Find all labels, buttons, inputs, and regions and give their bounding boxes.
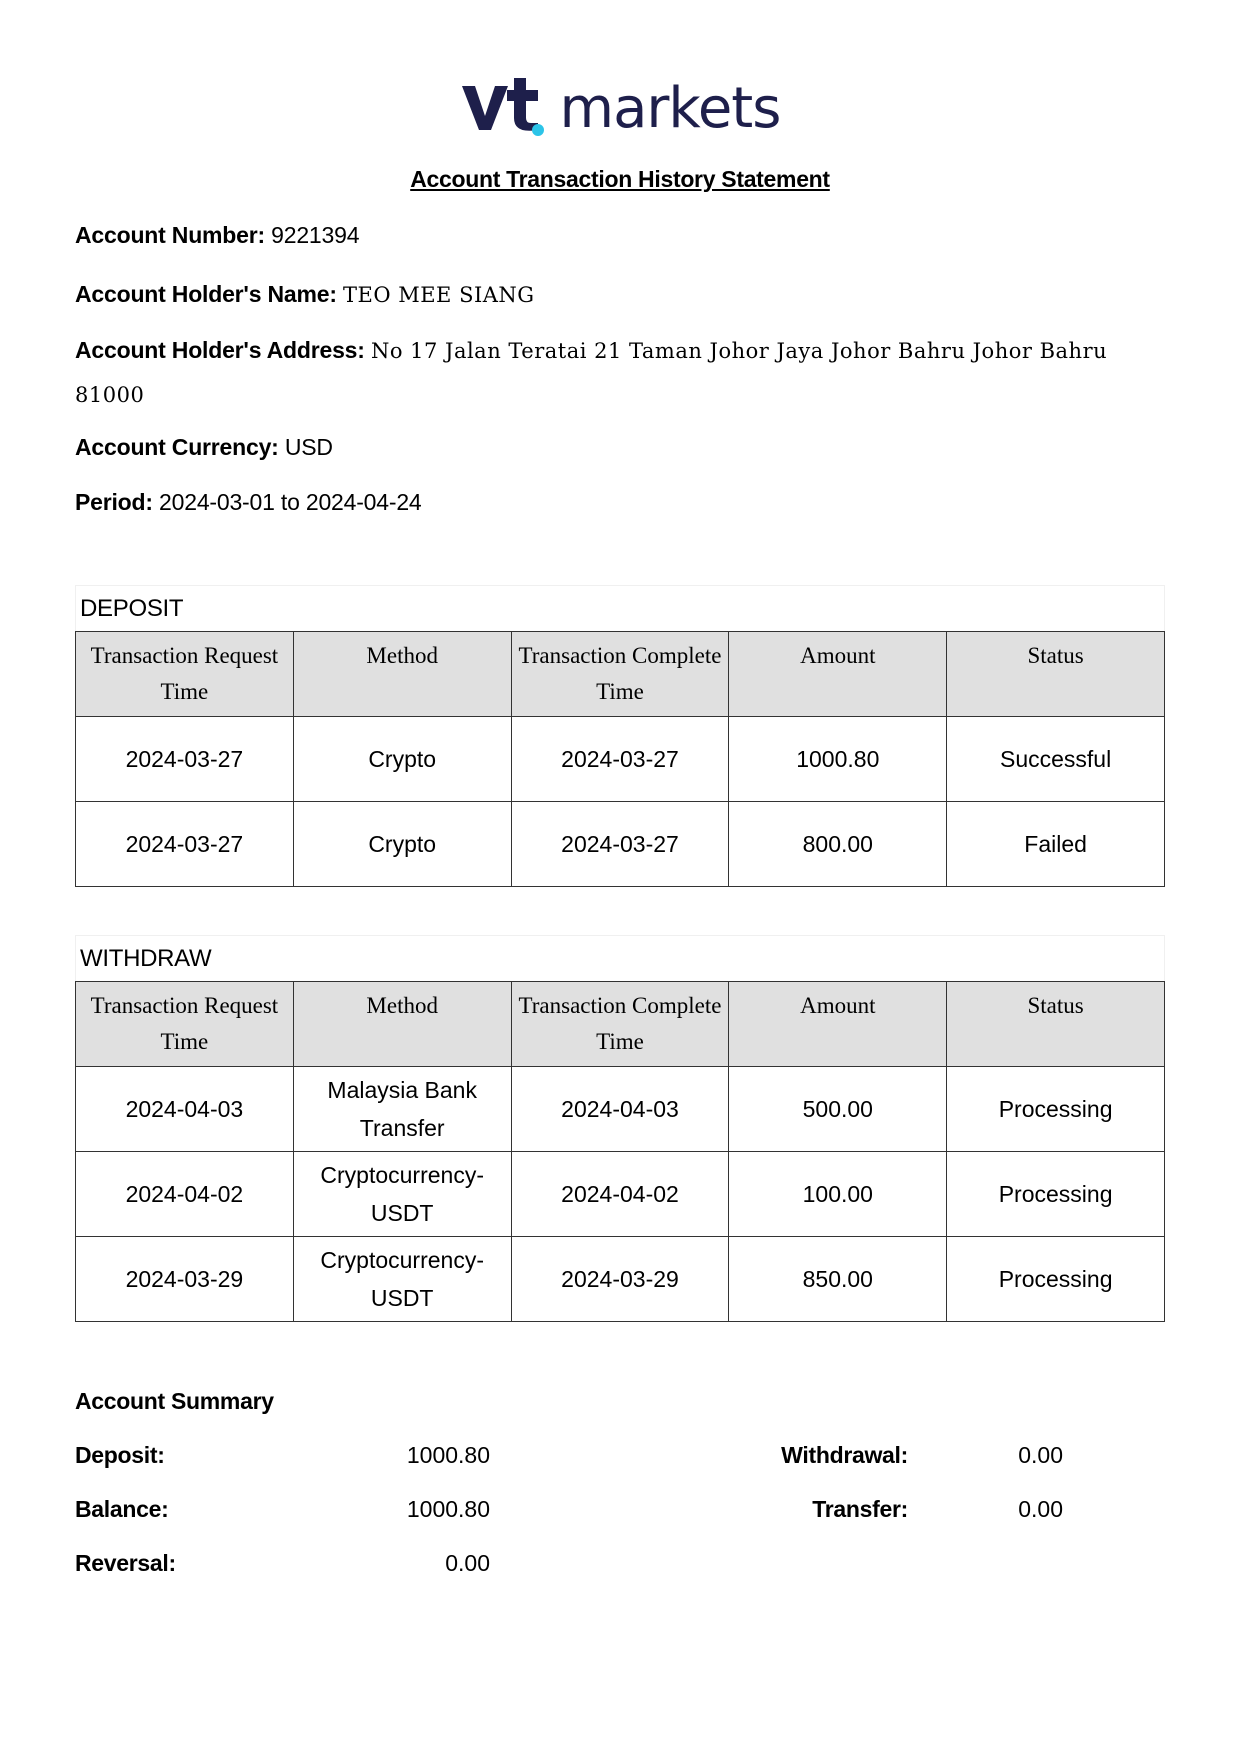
amount-cell: 100.00 (729, 1152, 947, 1237)
period-value: 2024-03-01 to 2024-04-24 (159, 489, 422, 515)
summary-withdrawal-label: Withdrawal: (781, 1442, 908, 1468)
summary-balance-value: 1000.80 (406, 1496, 490, 1522)
table-header-row (76, 982, 1165, 1067)
summary-reversal-value: 0.00 (445, 1550, 490, 1576)
account-currency-label: Account Currency: (75, 434, 279, 460)
status-cell: Failed (947, 802, 1165, 887)
column-header: Status (947, 632, 1165, 717)
column-header: Transaction Complete Time (511, 982, 729, 1067)
status-cell: Processing (947, 1237, 1165, 1322)
request-time-cell: 2024-04-02 (76, 1152, 294, 1237)
complete-time-cell: 2024-03-27 (511, 717, 729, 802)
summary-transfer-label: Transfer: (812, 1496, 908, 1522)
account-holder-name-label: Account Holder's Name: (75, 281, 337, 307)
table-row (76, 1067, 1165, 1152)
account-holder-address-row (75, 329, 1165, 417)
deposit-section (75, 585, 1165, 887)
account-holder-name-value: TEO MEE SIANG (343, 283, 535, 307)
account-number-value: 9221394 (271, 222, 360, 248)
complete-time-cell: 2024-03-29 (511, 1237, 729, 1322)
request-time-cell: 2024-03-29 (76, 1237, 294, 1322)
method-cell: Cryptocurrency-USDT (293, 1237, 511, 1322)
table-row (76, 1152, 1165, 1237)
company-logo (0, 74, 1240, 144)
column-header: Transaction Request Time (76, 982, 294, 1067)
account-holder-address-value: No 17 Jalan Teratai 21 Taman Johor Jaya Johor Bahru Johor Bahru 81000 (75, 339, 1108, 407)
logo-wordmark: markets (559, 76, 781, 141)
summary-withdrawal-value: 0.00 (1018, 1442, 1063, 1468)
method-cell: Crypto (293, 717, 511, 802)
account-currency-row (75, 434, 333, 461)
account-number-label: Account Number: (75, 222, 265, 248)
request-time-cell: 2024-04-03 (76, 1067, 294, 1152)
table-header-row (76, 632, 1165, 717)
column-header: Method (293, 982, 511, 1067)
status-cell: Processing (947, 1152, 1165, 1237)
account-summary-title: Account Summary (75, 1388, 274, 1414)
table-row (76, 1237, 1165, 1322)
column-header: Method (293, 632, 511, 717)
method-cell: Crypto (293, 802, 511, 887)
method-cell: Malaysia Bank Transfer (293, 1067, 511, 1152)
amount-cell: 1000.80 (729, 717, 947, 802)
withdraw-section (75, 935, 1165, 1322)
summary-deposit-label: Deposit: (75, 1442, 165, 1468)
amount-cell: 500.00 (729, 1067, 947, 1152)
request-time-cell: 2024-03-27 (76, 717, 294, 802)
account-holder-address-label: Account Holder's Address: (75, 337, 365, 363)
table-row (76, 717, 1165, 802)
column-header: Amount (729, 632, 947, 717)
deposit-title: DEPOSIT (75, 585, 1165, 631)
summary-transfer-value: 0.00 (1018, 1496, 1063, 1522)
amount-cell: 800.00 (729, 802, 947, 887)
account-number-row (75, 222, 359, 249)
summary-balance-label: Balance: (75, 1496, 169, 1522)
column-header: Transaction Request Time (76, 632, 294, 717)
deposit-table (75, 631, 1165, 887)
complete-time-cell: 2024-04-03 (511, 1067, 729, 1152)
column-header: Transaction Complete Time (511, 632, 729, 717)
amount-cell: 850.00 (729, 1237, 947, 1322)
complete-time-cell: 2024-04-02 (511, 1152, 729, 1237)
account-holder-name-row (75, 281, 535, 308)
withdraw-title: WITHDRAW (75, 935, 1165, 981)
page-title: Account Transaction History Statement (410, 166, 830, 192)
vt-logo-mark (460, 78, 546, 136)
withdraw-table (75, 981, 1165, 1322)
status-cell: Successful (947, 717, 1165, 802)
column-header: Status (947, 982, 1165, 1067)
period-row (75, 489, 422, 516)
table-row (76, 802, 1165, 887)
summary-deposit-value: 1000.80 (406, 1442, 490, 1468)
account-currency-value: USD (284, 434, 333, 460)
summary-reversal-label: Reversal: (75, 1550, 176, 1576)
method-cell: Cryptocurrency-USDT (293, 1152, 511, 1237)
status-cell: Processing (947, 1067, 1165, 1152)
column-header: Amount (729, 982, 947, 1067)
complete-time-cell: 2024-03-27 (511, 802, 729, 887)
request-time-cell: 2024-03-27 (76, 802, 294, 887)
period-label: Period: (75, 489, 153, 515)
